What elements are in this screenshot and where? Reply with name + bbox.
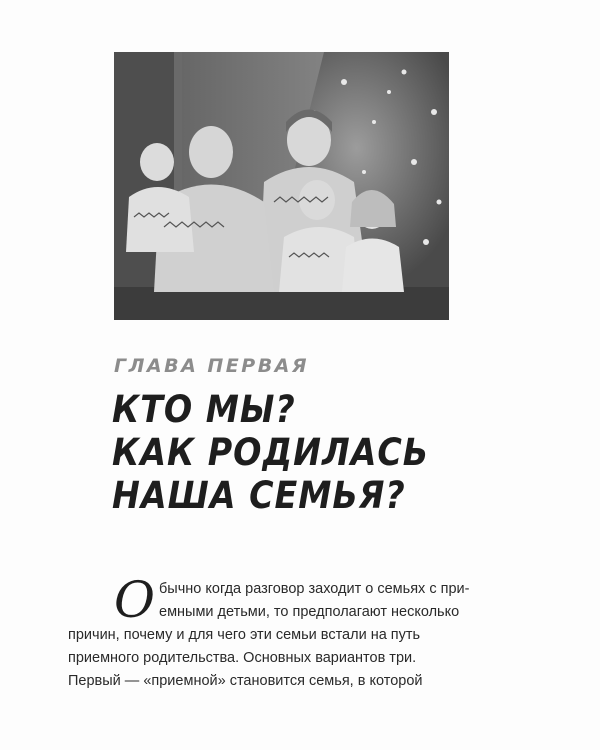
paragraph-line: емными детьми, то предполагают несколько [159, 604, 460, 620]
paragraph-line: Первый — «приемной» становится семья, в которой [68, 673, 423, 689]
family-photo-illustration [114, 52, 449, 320]
chapter-title [112, 388, 429, 517]
paragraph-line: бычно когда разговор заходит о семьях с при- [159, 581, 470, 597]
chapter-title-line: КАК РОДИЛАСЬ [112, 431, 430, 474]
body-paragraph [68, 571, 470, 693]
family-photo [114, 52, 449, 320]
paragraph-line: приемного родительства. Основных вариантов три. [68, 650, 417, 666]
chapter-title-line: НАША СЕМЬЯ? [112, 474, 406, 517]
paragraph-line: причин, почему и для чего эти семьи встали на путь [68, 627, 421, 643]
drop-cap: О [114, 571, 155, 629]
chapter-label: ГЛАВА ПЕРВАЯ [114, 355, 310, 377]
chapter-title-line: КТО МЫ? [112, 388, 296, 431]
